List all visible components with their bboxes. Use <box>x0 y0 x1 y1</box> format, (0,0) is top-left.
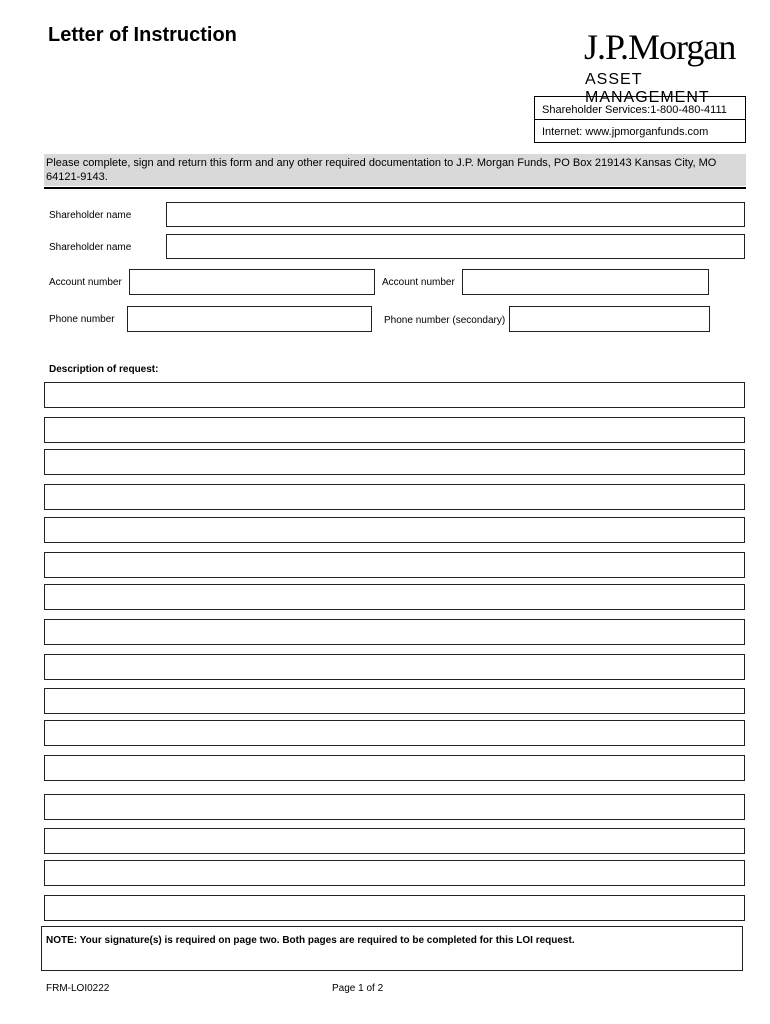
account-number-label: Account number <box>49 277 122 288</box>
form-id: FRM-LOI0222 <box>46 983 110 994</box>
description-line[interactable] <box>44 755 745 781</box>
description-line[interactable] <box>44 584 745 610</box>
description-line[interactable] <box>44 794 745 820</box>
description-line[interactable] <box>44 654 745 680</box>
description-line[interactable] <box>44 720 745 746</box>
description-label: Description of request: <box>49 364 159 375</box>
note-box <box>41 926 743 971</box>
description-line[interactable] <box>44 382 745 408</box>
header-rule <box>44 187 746 189</box>
jpmorgan-logo: J.P.Morgan <box>584 27 736 67</box>
description-line[interactable] <box>44 619 745 645</box>
description-line[interactable] <box>44 449 745 475</box>
page-title: Letter of Instruction <box>48 24 237 46</box>
account-number-field[interactable] <box>129 269 375 295</box>
description-line[interactable] <box>44 688 745 714</box>
description-line[interactable] <box>44 552 745 578</box>
instructions-banner: Please complete, sign and return this form and any other required documentation to J.P. Morgan Funds, PO Box 219143 Kansas City, MO 64121-9143. <box>44 154 746 186</box>
contact-divider <box>535 119 745 120</box>
shareholder-name-2-field[interactable] <box>166 234 745 259</box>
note-text: NOTE: Your signature(s) is required on page two. Both pages are required to be completed for this LOI request. <box>46 935 575 946</box>
description-line[interactable] <box>44 417 745 443</box>
account-number-2-label: Account number <box>382 277 455 288</box>
description-line[interactable] <box>44 860 745 886</box>
description-line[interactable] <box>44 517 745 543</box>
shareholder-name-field[interactable] <box>166 202 745 227</box>
account-number-2-field[interactable] <box>462 269 709 295</box>
description-line[interactable] <box>44 895 745 921</box>
description-line[interactable] <box>44 828 745 854</box>
phone-number-label: Phone number <box>49 314 115 325</box>
page-number: Page 1 of 2 <box>332 983 384 994</box>
shareholder-name-label: Shareholder name <box>49 210 132 221</box>
description-line[interactable] <box>44 484 745 510</box>
contact-box <box>534 96 746 143</box>
phone-number-secondary-label: Phone number (secondary) <box>384 315 506 326</box>
internet-address: Internet: www.jpmorganfunds.com <box>542 126 709 138</box>
shareholder-services-phone: Shareholder Services:1-800-480-4111 <box>542 104 727 116</box>
phone-number-field[interactable] <box>127 306 372 332</box>
logo-subtitle: ASSET MANAGEMENT <box>585 71 710 106</box>
shareholder-name-2-label: Shareholder name <box>49 242 132 253</box>
phone-number-secondary-field[interactable] <box>509 306 710 332</box>
